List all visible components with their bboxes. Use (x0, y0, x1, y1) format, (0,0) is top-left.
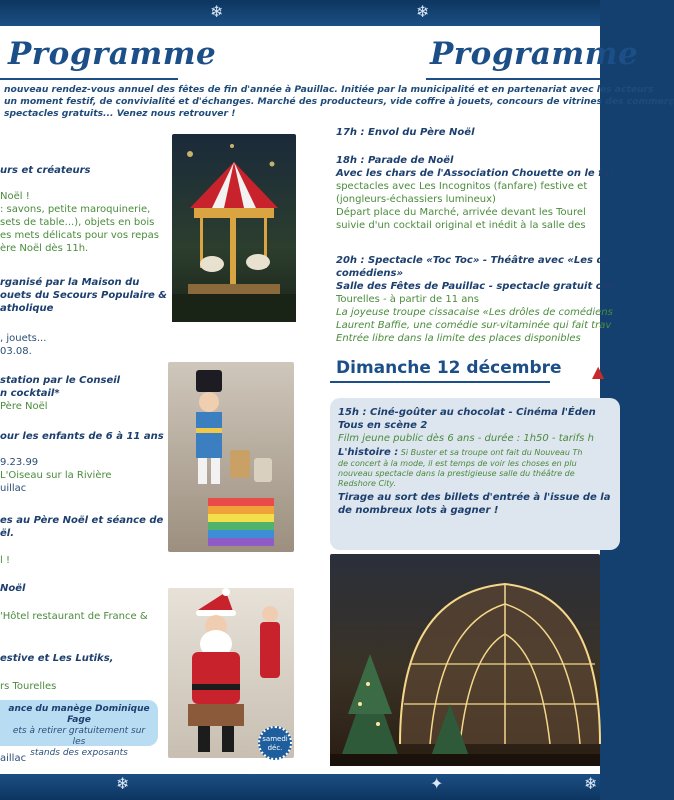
story-text: Redshore City. (338, 479, 397, 488)
event-line: comédiens» (336, 268, 403, 279)
left-block (0, 456, 168, 495)
left-line: ël. (0, 528, 15, 539)
nutcracker-illustration (168, 362, 294, 552)
manege-sub: stands des exposants (30, 748, 128, 758)
left-line: ère Noël dès 11h. (0, 243, 89, 254)
intro-line: un moment festif, de convivialité et d'échanges. Marché des producteurs, vide coffre à jouets, concours de vitrines des commerç (4, 96, 674, 107)
event-line: La joyeuse troupe cissacaise «Les drôles de comédiens (336, 307, 613, 318)
snowflake-icon: ❄ (116, 774, 130, 793)
bottom-snow-band (0, 774, 600, 800)
left-line: urs et créateurs (0, 165, 91, 176)
event-line: Avec les chars de l'Association Chouette on le fai (336, 168, 613, 179)
left-line: aillac (0, 753, 27, 764)
event-line: 17h : Envol du Père Noël (336, 127, 475, 138)
left-line: n cocktail* (0, 388, 60, 399)
left-line: rganisé par la Maison du (0, 277, 140, 288)
title-underline-right (426, 78, 600, 80)
left-line: es au Père Noël et séance de (0, 515, 164, 526)
intro-line: spectacles gratuits... Venez nous retrouver ! (4, 108, 236, 119)
left-block (0, 582, 168, 595)
sunday-underline (330, 381, 550, 383)
event-line: 18h : Parade de Noël (336, 155, 454, 166)
left-block (0, 374, 168, 413)
left-line: station par le Conseil (0, 375, 121, 386)
story-text: Si Buster et sa troupe ont fait du Nouveau Th (398, 448, 583, 457)
intro-line: nouveau rendez-vous annuel des fêtes de fin d'année à Pauillac. Initiée par la municipalité et en partenariat avec les acteurs (4, 84, 654, 95)
page-title-left: Programme (8, 36, 217, 72)
snowflake-icon: ❄ (416, 2, 430, 21)
left-line: sets de table...), objets en bois (0, 217, 155, 228)
left-line: 03.08. (0, 346, 32, 357)
carousel-illustration (172, 134, 296, 322)
cinema-line: 15h : Ciné-goûter au chocolat - Cinéma l'Éden (338, 407, 596, 418)
date-badge (258, 726, 292, 760)
left-line: l ! (0, 555, 10, 566)
top-snow-band (0, 0, 600, 26)
event-line: Départ place du Marché, arrivée devant les Tourel (336, 207, 586, 218)
left-block (0, 680, 168, 693)
left-line: es mets délicats pour vos repas (0, 230, 159, 241)
story-text: nouveau spectacle dans la prestigieuse salle du théâtre de (338, 469, 575, 478)
title-underline-left (0, 78, 178, 80)
left-line: uillac (0, 483, 27, 494)
left-line: Noël (0, 583, 26, 594)
nutcracker-photo (168, 362, 294, 552)
left-block (0, 276, 168, 315)
left-block (0, 610, 168, 623)
left-block (0, 164, 168, 177)
left-line: our les enfants de 6 à 11 ans (0, 431, 164, 442)
left-line: Noël ! (0, 191, 30, 202)
event-line: Laurent Baffie, une comédie sur-vitaminée qui fait trav (336, 320, 612, 331)
left-block (0, 554, 168, 567)
left-line: ouets du Secours Populaire & (0, 290, 168, 301)
left-block (0, 430, 168, 443)
carousel-photo (172, 134, 296, 322)
story-label: L'histoire : (338, 447, 399, 458)
event-line: suivie d'un cocktail original et inédit à la salle des (336, 220, 586, 231)
cinema-story (338, 446, 612, 459)
sunday-heading: Dimanche 12 décembre (336, 358, 562, 378)
manege-sub: ets à retirer gratuitement sur les (12, 726, 146, 747)
left-block (0, 652, 168, 665)
dome-illustration (330, 554, 600, 766)
left-block (0, 190, 168, 255)
event-line: spectacles avec Les Incognitos (fanfare) festive et (336, 181, 588, 192)
event-line: (jongleurs-échassiers lumineux) (336, 194, 496, 205)
draw-line: de nombreux lots à gagner ! (338, 505, 499, 516)
left-line: 'Hôtel restaurant de France & (0, 611, 148, 622)
left-line: : savons, petite maroquinerie, (0, 204, 151, 215)
event-line: Tourelles - à partir de 11 ans (336, 294, 479, 305)
snowflake-icon: ❄ (584, 774, 598, 793)
cinema-box (330, 398, 620, 550)
cinema-line: Film jeune public dès 6 ans - durée : 1h50 - tarifs h (338, 433, 594, 444)
story-text: de concert à la mode, il est temps de voir les choses en plu (338, 459, 577, 468)
badge-line: samedi (262, 735, 288, 743)
left-block (0, 514, 168, 540)
left-line: estive et Les Lutiks, (0, 653, 114, 664)
event-line: 20h : Spectacle «Toc Toc» - Théâtre avec «Les dr (336, 255, 609, 266)
event-line: Entrée libre dans la limite des places disponibles (336, 333, 581, 344)
left-line: 9.23.99 (0, 457, 39, 468)
event-line: Salle des Fêtes de Pauillac - spectacle gratuit offe (336, 281, 618, 292)
event-block (336, 126, 600, 139)
draw-line: Tirage au sort des billets d'entrée à l'issue de la (338, 492, 611, 503)
left-line: Père Noël (0, 401, 48, 412)
left-block (0, 332, 168, 358)
intro-paragraph (4, 84, 674, 120)
left-line: rs Tourelles (0, 681, 57, 692)
left-line: atholique (0, 303, 54, 314)
snowflake-icon: ✦ (430, 774, 444, 793)
left-line: , jouets... (0, 333, 47, 344)
program-sheet (0, 26, 674, 774)
left-line: L'Oiseau sur la Rivière (0, 470, 112, 481)
snowflake-icon: ❄ (210, 2, 224, 21)
star-icon: ▲ (592, 362, 605, 381)
manege-box (0, 700, 158, 758)
manege-title: ance du manège Dominique Fage (8, 704, 150, 725)
dome-photo (330, 554, 600, 766)
event-block (336, 154, 613, 232)
page-title-right: Programme (430, 36, 639, 72)
cinema-line: Tous en scène 2 (338, 420, 428, 431)
badge-line: déc. (267, 744, 283, 752)
event-block (336, 254, 618, 345)
